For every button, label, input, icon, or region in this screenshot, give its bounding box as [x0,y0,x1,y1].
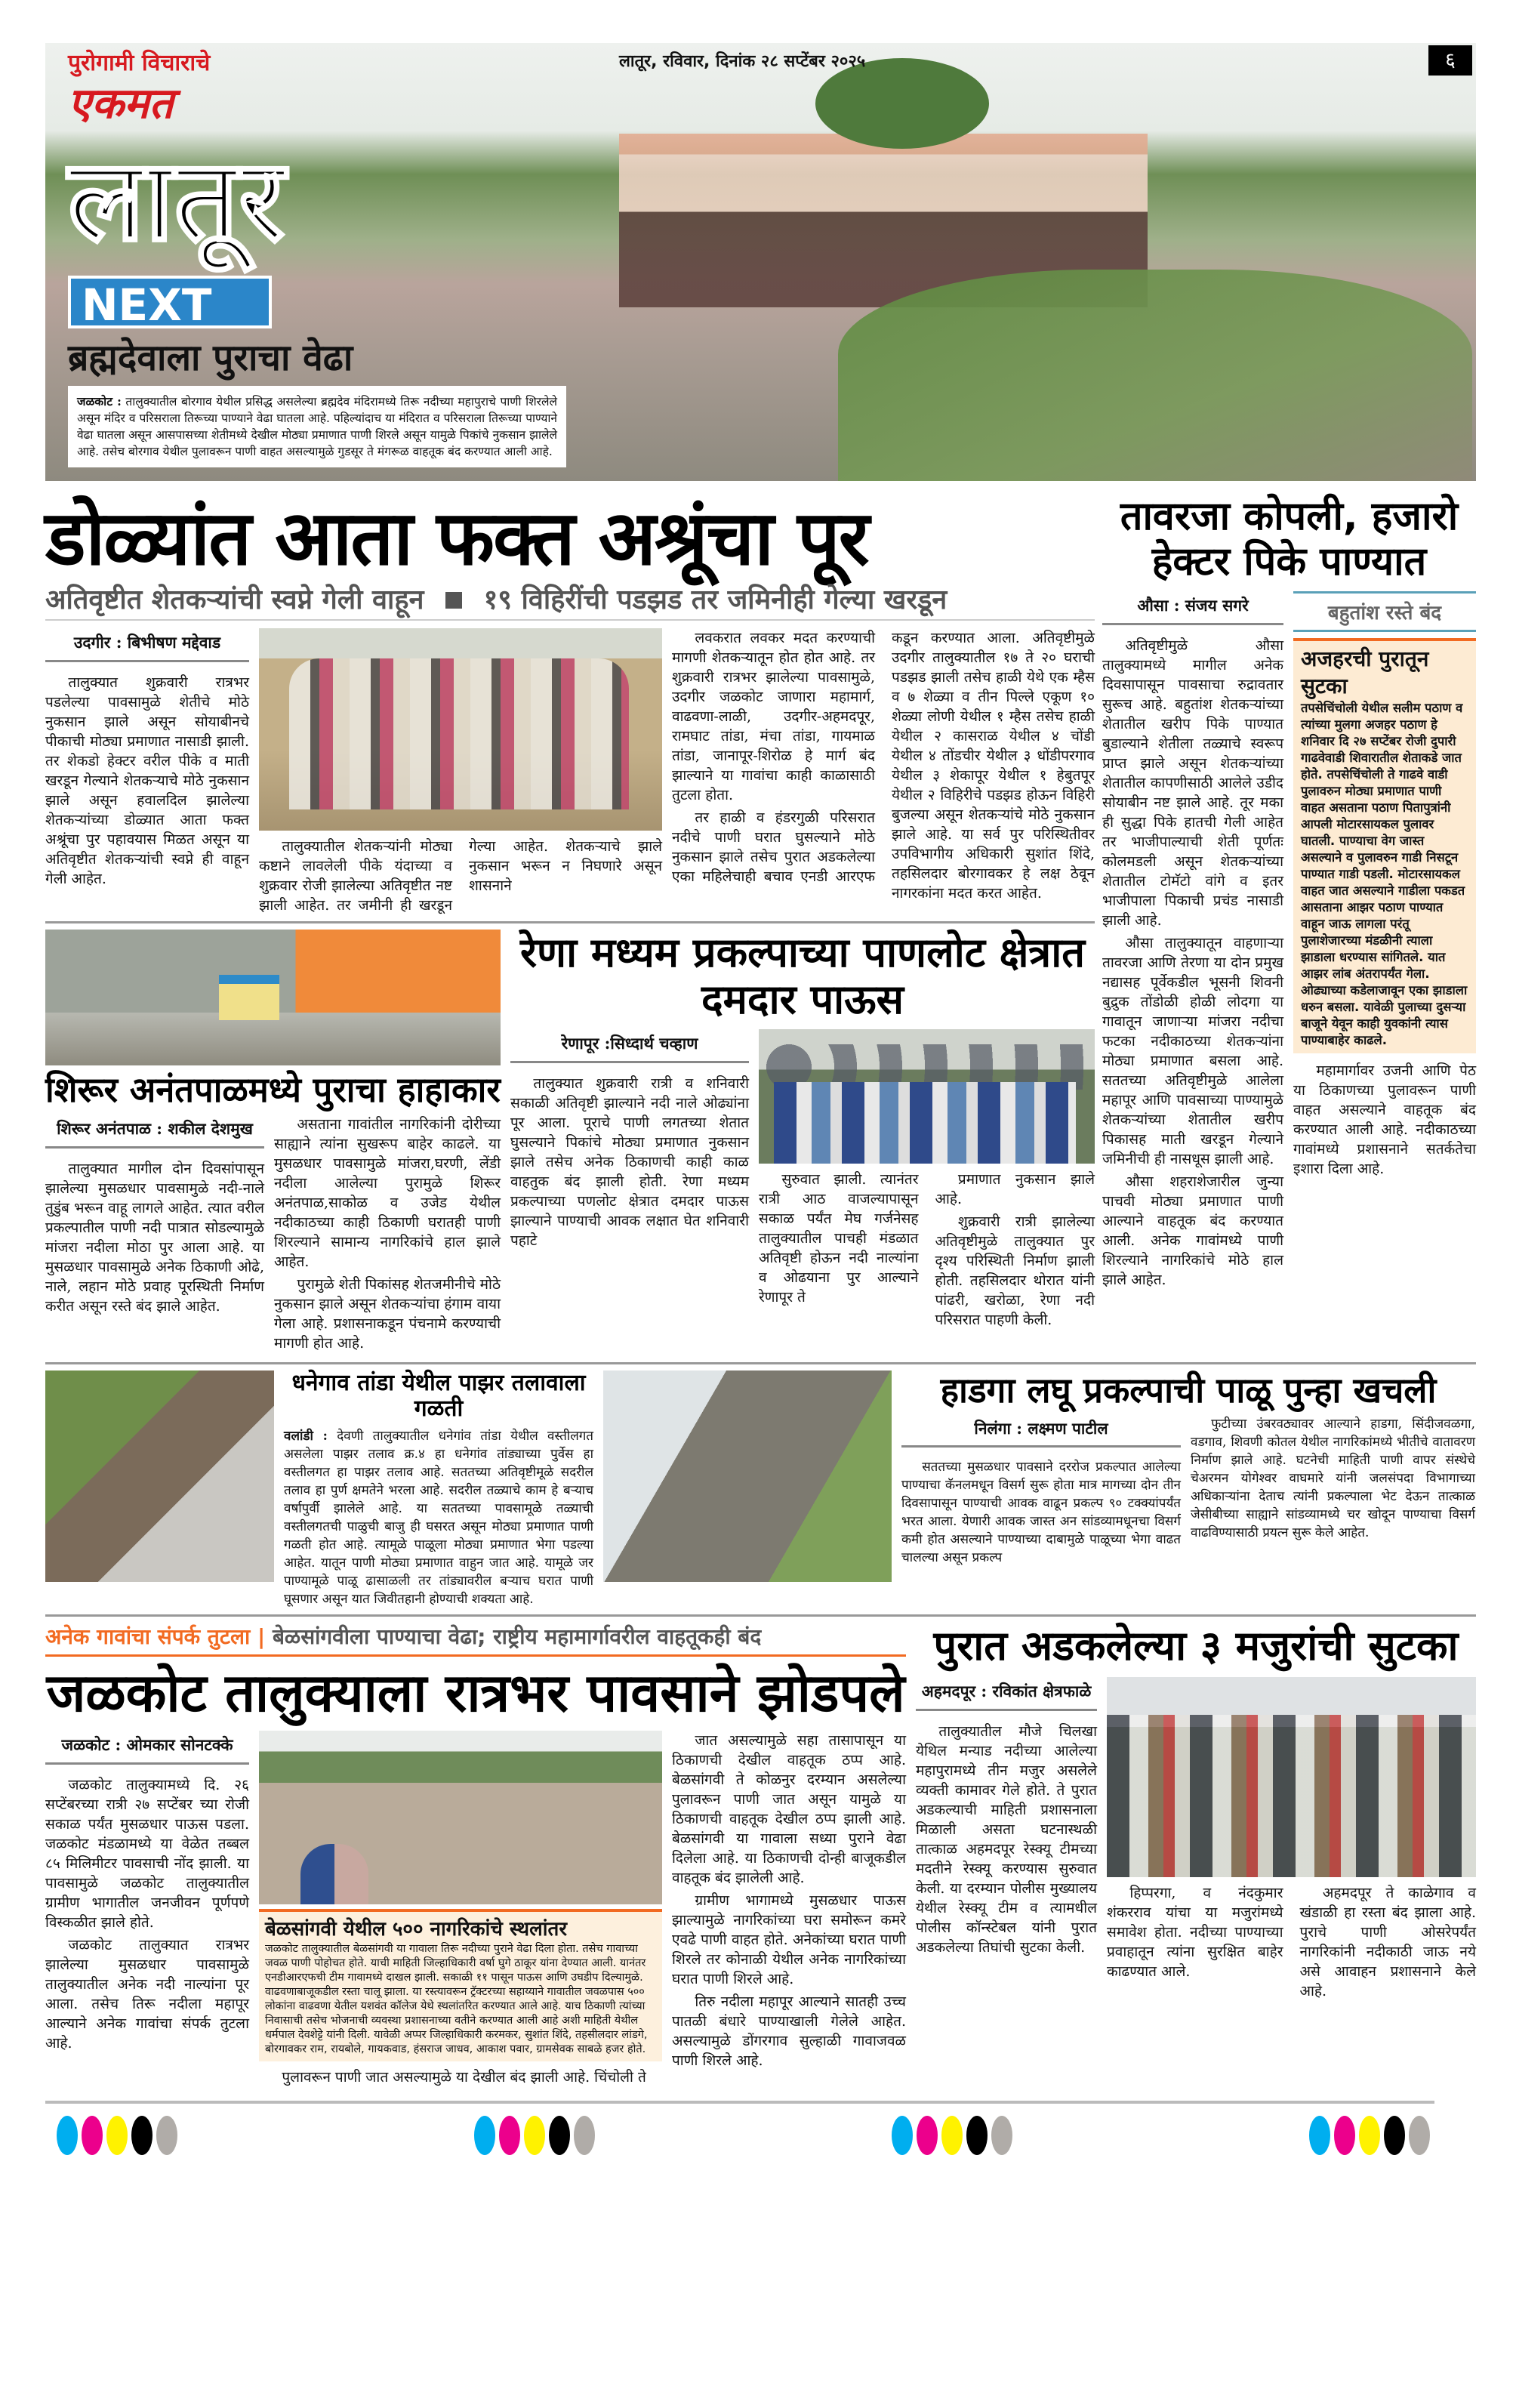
lead-paragraph: तालुक्यातील शेतकऱ्यांनी मोठ्या कष्टाने लावलेली पीके यंदाच्या व शुक्रवार रोजी झालेल्या अतिवृष्टीत नष्ट झाली आहेत. तर जमीनी ही खरडून गेल्या आहेत. शेतकऱ्याचे झाले नुकसान भरून न निघणारे असून शासनाने [259,838,662,914]
dhanegaon-headline: धनेगाव तांडा येथील पाझर तलावाला गळती [291,1369,586,1423]
jalkot-article-under-box [259,2067,662,2087]
lead-article-under-photo [259,837,662,915]
left-news-area [45,495,1095,1356]
kicker: अनेक गावांचा संपर्क तुटला | बेळसांगवीला पाण्याचा वेढा; राष्ट्रीय महामार्गावरील वाहतूकही बंद [45,1623,906,1657]
jalkot-headline: जळकोट तालुक्याला रात्रभर पावसाने झोडपले [46,1661,905,1724]
dateline: लातूर, रविवार, दिनांक २८ सप्टेंबर २०२५ [619,52,866,71]
azhar-box-title: अजहरची पुरातून सुटका [1301,646,1429,698]
trees [815,58,989,149]
registration-dot [82,2116,103,2155]
registration-dot [966,2116,988,2155]
masthead-caption [68,386,566,467]
belsangvi-relocation-box [259,1909,662,2061]
purat-paragraph: अहमदपूर ते काळेगाव व खंडाळी हा रस्ता बंद झाला आहे. पुराचे पाणी ओसरेपर्यंत नागरिकांनी नदीकाठी जाऊ नये असे आवाहन प्रशासनाने केले आहे. [1299,1884,1476,1999]
registration-dot [574,2116,595,2155]
caption-place: जळकोट : [77,393,122,409]
hadga-headline: हाडगा लघू प्रकल्पाची पाळू पुन्हा खचली [940,1369,1437,1411]
registration-dot [1334,2116,1355,2155]
registration-dot [57,2116,78,2155]
ausa-paragraph: महामार्गावर उजनी आणि पेठ या ठिकाणच्या पुलावरून पाणी वाहत असल्याने वाहतूक बंद करण्यात आली आहे. नदीकाठच्या गावांमध्ये प्रशासनाने सतर्कतेचा इशारा दिला आहे. [1293,1062,1476,1177]
lead-paragraph: तालुक्यात शुक्रवारी रात्रभर पडलेल्या पावसामुळे शेतीचे मोठे नुकसान झाले असून सोयाबीनचे पीकाची मोठ्या प्रमाणात नासाडी झाली. तर शेकडो हेक्टर वरील पीके व माती खरडून गेल्याने शेतकऱ्याचे मोठे नुकसान झाले असून हवालदिल झालेल्या शेतकऱ्यांच्या डोळ्यात आता फक्त अश्रूंचा पुर पहावयास मिळत असून या अतिवृष्टीत शेतकऱ्यांची स्वप्ने ही वाहून गेली आहेत. [45,674,249,887]
jalkot-after-box: पुलावरून पाणी जात असल्यामुळे या देखील बंद झाली आहे. चिंचोली ते [282,2069,646,2086]
newspaper-logo: एकमत [68,79,174,128]
square-bullet-icon [445,592,462,609]
ausa-paragraph: औसा तालुक्यातून वाहणाऱ्या तावरजा आणि तेरणा या दोन प्रमुख नद्यासह पूर्वेकडील भूसनी शिवनी बुद्रुक तोंडोळी होळी लोदगा या गावातून जाणाऱ्या मांजरा नदीचा फटका नदीकाठच्या शेतकऱ्यांना मोठ्या प्रमाणात बसला आहे. सततच्या अतिवृष्टीमुळे आलेला महापूर आणि पावसाच्या पाण्यामुळे शेतकऱ्यांच्या शेतातील खरीप पिकासह माती खरडून गेल्याने जमिनीची ही नासधूस झाली आहे. [1102,934,1283,1167]
renapur-byline: रेणापूर :सिध्दार्थ चव्हाण [510,1029,749,1063]
renapur-headline: रेणा मध्यम प्रकल्पाच्या पाणलोट क्षेत्रात दमदार पाऊस [519,929,1086,1024]
next-badge: NEXT [68,276,272,328]
shirur-paragraph: पुरामुळे शेती पिकांसह शेतजमीनीचे मोठे नुकसान झाले असून शेतकऱ्यांचा हंगाम वाया गेला आहे. प्रशासनाकडून पंचनामे करण्याची मागणी होत आहे. [274,1275,501,1352]
renapur-article-col1 [510,1029,749,1253]
shirur-paragraph: तालुक्यात मागील दोन दिवसांपासून झालेल्या मुसळधार पावसामुळे नदी-नाले तुडुंब भरून वाहू लागले आहेत. त्यात वरील प्रकल्पातील पाणी नदी पात्रात सोडल्यामुळे मांजरा नदीला मोठा पुर आला आहे. या मुसळधार पावसामुळे अनेक ठिकाणी ओढे, नाले, लहान मोठे प्रवाह पूरस्थिती निर्माण करीत असून रस्ते बंद झाले आहेत. [45,1160,264,1315]
bushes [838,270,1472,481]
jalkot-paragraph: जात असल्यामुळे सहा तासापासून या ठिकाणची देखील वाहतूक ठप्प आहे. बेळसांगवी ते कोळनुर दरम्यान असलेल्या पुलावरून पाणी जात असून यामुळे या ठिकाणची वाहतूक देखील ठप्प झाली आहे. बेळसांगवी या गावाला सध्या पुराने वेढा दिलेला आहे. या ठिकाणची दोन्ही बाजूकडील वाहतूक बंद झालेली आहे. [672,1732,906,1887]
shirur-article-col1 [45,1115,264,1319]
shirur-paragraph: असताना गावांतील नागरिकांनी दोरीच्या साह्याने त्यांना सुखरूप बाहेर काढले. या मुसळधार पावसामुळे मांजरा,घरणी, लेंडी नदीला आलेल्या पुरामुळे शिरूर अनंतपाळ,साकोळ व उजेड येथील नदीकाठच्या काही ठिकाणी घरातही पाणी शिरल्याने सामान्य नागरिकांचे हाल झाले आहेत. [274,1115,501,1270]
kicker-highlight: अनेक गावांचा संपर्क तुटला [45,1623,251,1649]
dhanegaon-leak-photo [45,1370,274,1582]
purat-paragraph: हिप्परगा, व नंदकुमार शंकरराव यांचा या मजुरांमध्ये समावेश होता. नदीच्या पाण्याच्या प्रवाहातून त्यांना सुरक्षित बाहेर काढण्यात आले. [1107,1884,1283,1980]
purat-byline: अहमदपूर : रविकांत क्षेत्रफाळे [916,1677,1097,1711]
registration-dot [991,2116,1012,2155]
ausa-headline: तावरजा कोपली, हजारो हेक्टर पिके पाण्यात [1120,494,1459,584]
dhanegaon-embankment-photo [603,1370,892,1582]
lead-paragraph: तर हाळी व हंडरगुळी परिसरात नदीचे पाणी घरात घुसल्याने मोठे नुकसान झाले तसेच पुरात अडकलेल्या एका महिलेचाही बचाव एनडी आरएफ कडून करण्यात आला. अतिवृष्टीमुळे उदगीर तालुक्यातील १७ ते २० घराची पडझड झाली तसेच हाळी येथे एक म्हैस व ७ शेळ्या व तीन पिल्ले एकूण १० शेळ्या लोणी येथील १ म्हैस तसेच हाळी येथील २ कासराळ येथील ४ चोंडी येथील ४ तोंडचीर येथील ३ धोंडीपरगाव येथील ३ शेकापूर येथील १ हेबुतपूर येथील २ विहिरीचे पडझड होऊन विहिरी बुजल्या असून शेतकऱ्यांचे मोठे नुकसान झाले आहे. या सर्व पुर परिस्थितीवर उपविभागीय अधिकारी सुशांत शिंदे, तहसिलदार बोरगावकर हे लक्ष ठेवून नागरकांना मदत करत आहेत. [672,630,1095,902]
dhanegaon-place: वलांडी : [284,1428,328,1444]
shirur-byline: शिरूर अनंतपाळ : शकील देशमुख [45,1115,264,1149]
registration-dot [892,2116,913,2155]
ausa-side-label: बहुतांश रस्ते बंद [1293,591,1476,632]
ausa-article-col1 [1102,591,1283,1293]
masthead-headline: ब्रह्मदेवाला पुराचा वेढा [68,336,353,379]
renapur-paragraph: प्रमाणात नुकसान झाले आहे. [935,1171,1095,1208]
shirur-article-col2 [274,1115,501,1356]
lead-article-right [672,628,1095,903]
registration-dot [917,2116,938,2155]
jalkot-paragraph: जळकोट तालुक्यामध्ये दि. २६ सप्टेंबरच्या रात्री २७ सप्टेंबर च्या रोजी सकाळ पर्यंत मुसळधार पाऊस पडला. जळकोट मंडळामध्ये या वेळेत तब्बल ८५ मिलिमीटर पावसाची नोंद झाली. या पावसामुळे जळकोट तालुक्यातील ग्रामीण भागातील जनजीवन पूर्णपणे विस्कळीत झाले होते. [45,1777,249,1932]
hadga-paragraph: सततच्या मुसळधार पावसाने दररोज प्रकल्पात आलेल्या पाण्याचा कॅनलमधून विसर्ग सुरू होता मात्र मागच्या दोन तीन दिवसापासून पाण्याची आवक वाढून प्रकल्प ९० टक्क्यांपर्यंत भरत आला. येणारी आवक जास्त अन सांडव्यामधूनचा विसर्ग कमी होत असल्याने पाण्याच्या दाबामुळे पाळूच्या भेगा वाढत चालल्या असून प्रकल्प [901,1459,1181,1565]
renapur-article-col2 [759,1170,1095,1330]
hadga-article-col2 [1191,1415,1475,1545]
masthead-flood-photo [45,43,1476,481]
jalkot-paragraph: जळकोट तालुक्यात रात्रभर झालेल्या मुसळधार पावसामुळे तालुक्यातील अनेक नदी नाल्यांना पूर आला. तसेच तिरू नदीला महापूर आल्याने अनेक गावांचा संपर्क तुटला आहे. [45,1937,249,2052]
purat-headline: पुरात अडकलेल्या ३ मजुरांची सुटका [933,1621,1459,1670]
hadga-article-col1 [901,1415,1181,1570]
lead-article-col1 [45,628,249,892]
tagline: पुरोगामी विचाराचे [68,50,211,76]
registration-dot [1384,2116,1405,2155]
lead-byline: उदगीर : बिभीषण मद्देवाड [45,628,249,662]
azhar-rescue-box [1293,638,1476,1053]
dhanegaon-article [284,1427,593,1608]
lead-headline: डोळ्यांत आता फक्त अश्रूंचा पूर [45,494,868,582]
renapur-officials-with-umbrellas-photo [759,1029,1095,1164]
caption-text: तालुक्यातील बोरगाव येथील प्रसिद्ध असलेल्या ब्रह्मदेव मंदिरामध्ये तिरू नदीच्या महापुराचे पाणी शिरलेले असून मंदिर व परिसराला तिरूच्या पाण्याने वेढा घातला आहे. पहिल्यांदाच या मंदिरात व परिसराला तिरूच्या पाण्याने वेढा घातला असून आसपासच्या शेतीमध्ये देखील मोठ्या प्रमाणात पाणी शिरले असून यामुळे पिकांचे नुकसान झालेले आहे. तसेच बोरगाव येथील पुलावरून पाणी वाहत असल्यामुळे गुडसूर ते मंगरूळ वाहतूक बंद करण्यात आली आहे. [77,394,557,458]
registration-dot [941,2116,963,2155]
renapur-paragraph: तालुक्यात शुक्रवारी रात्री व शनिवारी सकाळी अतिवृष्टी झाल्याने नदी नाले ओढ्यांना पूर आला. पूराचे पाणी लगतच्या शेतात घुसल्याने पिकांचे मोठ्या प्रमाणात नुकसान झाले तसेच अनेक ठिकाणची काही काळ वाहतुक बंद झाली होती. रेणा मध्यम प्रकल्पाच्या पणलोट क्षेत्रात दमदार पाऊस झाल्याने पाण्याची आवक लक्षात घेत शनिवारी पहाटे [510,1075,749,1250]
ausa-paragraph: औसा शहराशेजारील जुन्या पाचवी मोठ्या प्रमाणात पाणी आल्याने वाहतूक बंद करण्यात आली. अनेक गावांमध्ये पाणी शिरल्याने नागरिकांचे मोठे हाल झाले आहेत. [1102,1173,1283,1288]
print-registration-marks [45,2110,1476,2163]
renapur-paragraph: सुरुवात झाली. त्यानंतर रात्री आठ वाजल्यापासून सकाळ पर्यंत मेघ गर्जनेसह तालुक्यातील पाचही मंडळात अतिवृष्टी होऊन नदी नाल्यांना व ओढयाना पुर आल्याने रेणापूर ते [759,1171,919,1306]
registration-dot [156,2116,177,2155]
registration-dot [1359,2116,1380,2155]
hadga-paragraph: फुटीच्या उंबरवठ्यावर आल्याने हाडगा, सिंदीजवळगा, वडगाव, शिवणी कोतल येथील नागरिकांमध्ये भीतीचे वातावरण निर्माण झाले आहे. घटनेची माहिती पाणी वापर संस्थेचे चेअरमन योगेश्वर वाघमारे यांनी जलसंपदा विभागाच्या अधिकाऱ्यांना देताच त्यांनी प्रकल्पाला भेट देऊन तात्काळ जेसीबीच्या साह्याने सांडव्यामध्ये चर खोदून पाण्याचा विसर्ग वाढविण्यासाठी प्रयत्न सुरू केले आहेत. [1191,1416,1475,1540]
subhead-1: अतिवृष्टीत शेतकऱ्यांची स्वप्ने गेली वाहून [45,584,424,615]
belsangvi-box-text: जळकोट तालुक्यातील बेळसांगवी या गावाला तिरू नदीच्या पुराने वेढा दिला होता. तसेच गावाच्या जवळ पाणी पोहोचत होते. याची माहिती जिल्हाधिकारी वर्षा घुगे ठाकूर यांना देण्यात आली. यानंतर एनडीआरएफची टीम गावामध्ये दाखल झाली. सकाळी ११ पासून पाऊस आणि उघडीप दिल्यामुळे. वाढवणाबाजूकडील रस्ता चालू झाला. या रस्त्यावरून ट्रॅक्टरच्या सहाय्याने गावातील जवळपास ५०० लोकांना वाढवणा येतील यशवंत कॉलेज येथे स्थलांतरित करण्यात आले आहे. याच ठिकाणी त्यांच्या निवासाची तसेच भोजनाची व्यवस्था प्रशासनाच्या वतीने करण्यात आली आहे अशी माहिती येथील धर्मपाल देवशेट्टे यांनी दिली. यावेळी अप्पर जिल्हाधिकारी करमकर, सुशांत शिंदे, तहसीलदार लांडगे, बोरगावकर राम, रायबोले, गायकवाड, हंसराज जाधव, आकाश पवार, ग्रामसेवक साबळे हजर होते. [265,1943,648,2056]
jalkot-flooded-river-photo [259,1731,662,1904]
lead-subheadline [45,581,1095,621]
belsangvi-box-title: बेळसांगवी येथील ५०० नागरिकांचे स्थलांतर [265,1918,567,1941]
purat-article-right [1107,1883,1476,2001]
hadga-byline: निलंगा : लक्ष्मण पाटील [901,1415,1181,1448]
registration-dot [131,2116,153,2155]
page-number: ६ [1428,45,1472,76]
shirur-flood-photo [45,930,501,1065]
ausa-column [1102,495,1476,1356]
azhar-box-text: तपसेचिंचोली येथील सलीम पठाण व त्यांच्या मुलगा अजहर पठाण हे शनिवार दि २७ सप्टेंबर रोजी दुपारी गाढवेवाडी शिवारातील शेताकडे जात होते. तपसेचिंचोली ते गाढवे वाडी पुलावरुन मोठ्या प्रमाणात पाणी वाहत असताना पठाण पितापुत्रांनी आपली मोटारसायकल पुलावर घातली. पाण्याचा वेग जास्त असल्याने व पुलावरुन गाडी निसटून पाण्यात गाडी पडली. मोटारसायकल वाहत जात असल्याने गाडीला पकडत आसताना आझर पठाण पाण्यात वाहून जाऊ लागला परंतू पुलाशेजारच्या मंडळीनी त्याला झाडाला धरण्यास सांगितले. यात आझर लांब अंतरापर्यंत गेला. ओढ्याच्या कडेलाजावून एका झाडाला धरुन बसला. यावेळी पुलाच्या दुसऱ्या बाजूने येवून काही युवकांनी त्यास पाण्याबाहेर काढले. [1301,700,1468,1047]
shirur-headline: शिरूर अनंतपाळमध्ये पुराचा हाहाकार [45,1069,501,1110]
subhead-2: १९ विहिरींची पडझड तर जमिनीही गेल्या खरडून [483,584,948,615]
purat-rescued-laborers-group-photo [1107,1677,1476,1877]
jalkot-article-col1 [45,1731,249,2056]
kicker-text: बेळसांगवीला पाण्याचा वेढा; राष्ट्रीय महामार्गावरील वाहतूकही बंद [272,1623,762,1649]
registration-dot [1409,2116,1430,2155]
registration-dot [1309,2116,1330,2155]
purat-article-col1 [916,1677,1097,1960]
registration-dot [524,2116,545,2155]
registration-dot [499,2116,520,2155]
jalkot-byline: जळकोट : ओमकार सोनटक्के [45,1731,249,1765]
ausa-paragraph: अतिवृष्टीमुळे औसा तालुक्यामध्ये मागील अनेक दिवसापासून पावसाचा रुद्रावतार सुरूच आहे. बहुतांश शेतकऱ्यांच्या शेतातील खरीप पिके पाण्यात बुडाल्याने शेतीला तळ्याचे स्वरूप प्राप्त झाले असून शेतकऱ्यांच्या शेतातील कापणीसाठी आलेले उडीद सोयाबीन नष्ट झाले आहे. तूर मका ही सुद्धा पिके हातची गेली आहेत तर भाजीपाल्याची शेती पूर्णतः कोलमडली असून शेतकऱ्यांच्या शेतातील टोमॅटो वांगे व इतर भाजीपाला पिकाची प्रचंड नासाडी झाली आहे. [1102,637,1283,929]
ausa-article-col2 [1293,1061,1476,1179]
purat-paragraph: तालुक्यातील मौजे चिलखा येथिल मन्याड नदीच्या आलेल्या महापुरामध्ये तीन मजुर असलेले व्यक्ती कामावर गेले होते. ते पुरात अडकल्याची माहिती प्रशासनाला मिळाली असता घटनास्थळी तात्काळ अहमदपूर रेस्क्यू टीमच्या मदतीने रेस्क्यू करण्यास सुरुवात केली. या दरम्यान पोलीस मुख्यालय येथील रेस्क्यू टीम व त्यामधील पोलीस कॉन्स्टेबल यांनी पुरात अडकलेल्या तिघांची सुटका केली. [916,1722,1097,1956]
jalkot-paragraph: तिरु नदीला महापूर आल्याने सातही उच्च पातळी बंधारे पाण्याखाली गेलेले आहेत. असल्यामुळे डोंगरगाव सुल्हाळी गावाजवळ पाणी शिरले आहे. [672,1993,906,2070]
lead-photo-officials-in-water [259,628,662,831]
registration-dot [106,2116,128,2155]
section-title: लातूर [68,135,285,267]
jalkot-paragraph: ग्रामीण भागामध्ये मुसळधार पाऊस झाल्यामुळे नागरिकांच्या घरा समोरून कमरे एवढे पाणी वाहत होते. अनेकांच्या घरात पाणी शिरले तर कोनाळी येथील अनेक नागरिकांच्या घरात पाणी शिरले आहे. [672,1892,906,1988]
dhanegaon-text: देवणी तालुक्यातील धनेगांव तांडा येथील वस्तीलगत असलेला पाझर तलाव क्र.४ हा धनेगांव तांड्याच्या पुर्वेस हा वस्तीलगत हा पाझर तलाव आहे. सततच्या अतिवृष्टीमूळे सदरील तलाव हा पुर्ण क्षमतेने भरला आहे. सदरील तळ्याचे काम हे बऱ्याच वर्षापुर्वी झालेले आहे. या सततच्या पावसामूळे तळ्याची वस्तीलगतची पाळुची बाजु ही घसरत असून मोठ्या प्रमाणात पाणी गळती होत आहे. त्यामूळे पाळूला मोठ्या प्रमाणात भेगा पडल्या आहेत. यातून पाणी मोठ्या प्रमाणात वाहुन जात आहे. यामूळे जर पाण्यामूळे पाळू ढासाळली तर तांड्यावरील बऱ्याच घरात पाणी घूसणार असून यात जिवीतहानी होण्याची शक्यता आहे. [284,1428,593,1607]
renapur-paragraph: शुक्रवारी रात्री झालेल्या अतिवृष्टीमुळे तालुक्यात पुर दृश्य परिस्थिती निर्माण झाली होती. तहसिलदार थोरात यांनी पांढरी, खरोळा, रेणा नदी परिसरात पाहणी केली. [935,1213,1095,1329]
ausa-byline: औसा : संजय सगरे [1102,591,1283,625]
jalkot-article-right [672,1731,906,2073]
lead-paragraph: लवकरात लवकर मदत करण्याची मागणी शेतकऱ्यातून होत होत आहे. तर शुक्रवारी रात्रभर झालेल्या पावसामुळे, उदगीर जळकोट जाणारा महामार्ग, वाढवणा-लाळी, उदगीर-अहमदपूर, रामघाट तांडा, मंचा तांडा, गायमाळ तांडा, जानापूर-शिरोळ हे मार्ग बंद झाल्याने या गावांचा काही काळासाठी तुटला होता. [672,630,875,803]
registration-dot [474,2116,495,2155]
registration-dot [549,2116,570,2155]
